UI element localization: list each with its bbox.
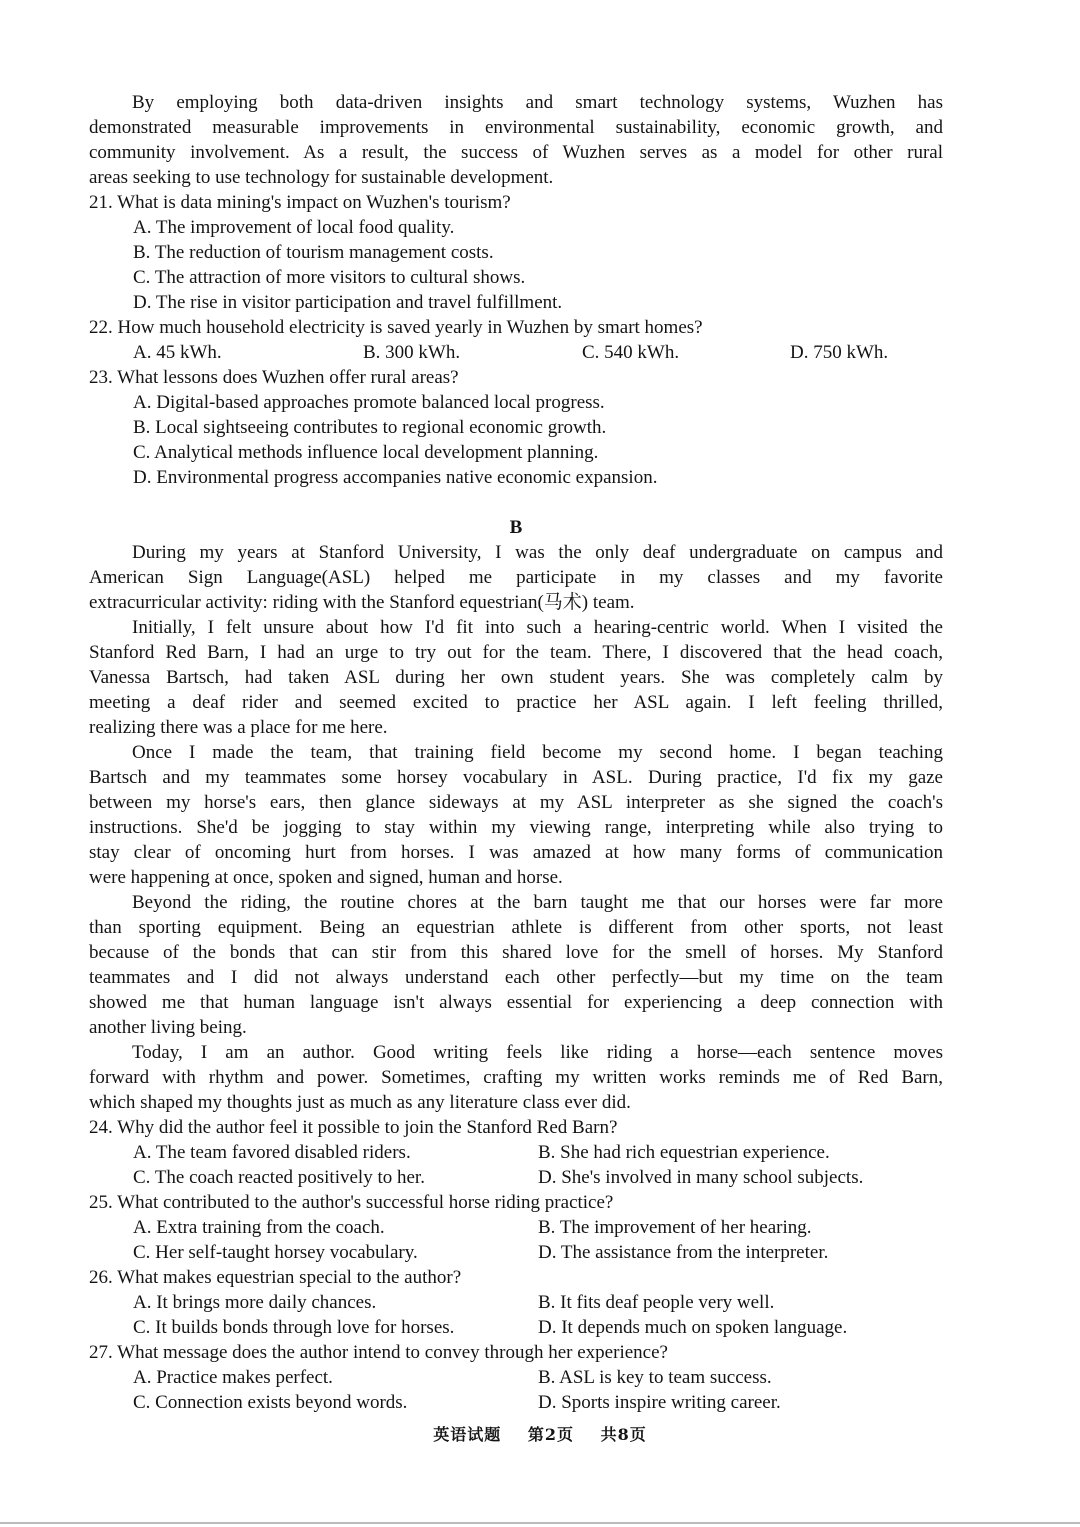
paragraph	[89, 615, 943, 740]
answer-option: A. Digital-based approaches promote balanced local progress.	[133, 392, 605, 413]
paragraph-line: teammates and I did not always understand each other perfectly—but my time on the team	[89, 967, 943, 988]
paragraph-line: areas seeking to use technology for sustainable development.	[89, 167, 554, 188]
option-row	[89, 265, 943, 290]
exam-page	[89, 90, 943, 1415]
answer-option: A. It brings more daily chances.	[133, 1292, 377, 1313]
paragraph	[89, 1040, 943, 1115]
answer-option: D. Sports inspire writing career.	[538, 1392, 781, 1413]
question-stem: 21. What is data mining's impact on Wuzhen's tourism?	[89, 192, 511, 213]
option-row	[89, 415, 943, 440]
option-row	[89, 465, 943, 490]
page-footer	[0, 1422, 1080, 1445]
paragraph-line: realizing there was a place for me here.	[89, 717, 388, 738]
answer-option: D. She's involved in many school subjects.	[538, 1167, 864, 1188]
paragraph	[89, 890, 943, 1040]
paragraph-line: instructions. She'd be jogging to stay within my viewing range, interpreting while also trying to	[89, 817, 943, 838]
answer-option: B. 300 kWh.	[363, 342, 461, 363]
answer-option: C. Her self-taught horsey vocabulary.	[133, 1242, 418, 1263]
answer-option: D. 750 kWh.	[790, 342, 889, 363]
option-row	[89, 1390, 943, 1415]
answer-option: C. It builds bonds through love for horses.	[133, 1317, 455, 1338]
footer-subject: 英语试题	[433, 1425, 502, 1444]
paragraph-line: demonstrated measurable improvements in environmental sustainability, economic growth, and	[89, 117, 943, 138]
paragraph-line: extracurricular activity: riding with the Stanford equestrian(马术) team.	[89, 592, 635, 613]
answer-option: C. 540 kWh.	[582, 342, 680, 363]
answer-option: D. The rise in visitor participation and travel fulfillment.	[133, 292, 563, 313]
answer-option: B. ASL is key to team success.	[538, 1367, 772, 1388]
paragraph-line: Initially, I felt unsure about how I'd fit into such a hearing-centric world. When I visited the	[132, 617, 943, 638]
option-row	[89, 240, 943, 265]
answer-option: B. It fits deaf people very well.	[538, 1292, 775, 1313]
answer-option: C. Connection exists beyond words.	[133, 1392, 408, 1413]
option-row	[89, 340, 943, 365]
question-stem: 27. What message does the author intend to convey through her experience?	[89, 1342, 668, 1363]
scan-edge-divider	[0, 1522, 1080, 1524]
paragraph-line: showed me that human language isn't always essential for experiencing a deep connection with	[89, 992, 943, 1013]
answer-option: B. Local sightseeing contributes to regional economic growth.	[133, 417, 607, 438]
footer-page-number: 第2页	[527, 1425, 574, 1444]
option-row	[89, 215, 943, 240]
option-row	[89, 390, 943, 415]
option-row	[89, 1290, 943, 1315]
answer-option: D. It depends much on spoken language.	[538, 1317, 848, 1338]
paragraph-line: between my horse's ears, then glance sideways at my ASL interpreter as she signed the coach's	[89, 792, 943, 813]
paragraph-line: By employing both data-driven insights and smart technology systems, Wuzhen has	[132, 92, 943, 113]
question-stem: 22. How much household electricity is saved yearly in Wuzhen by smart homes?	[89, 317, 703, 338]
paragraph-line: community involvement. As a result, the success of Wuzhen serves as a model for other rural	[89, 142, 943, 163]
option-row	[89, 1240, 943, 1265]
question-item	[89, 190, 943, 315]
option-row	[89, 1315, 943, 1340]
answer-option: D. The assistance from the interpreter.	[538, 1242, 829, 1263]
option-row	[89, 1365, 943, 1390]
answer-option: B. She had rich equestrian experience.	[538, 1142, 830, 1163]
question-stem: 26. What makes equestrian special to the author?	[89, 1267, 462, 1288]
paragraph-line: which shaped my thoughts just as much as any literature class ever did.	[89, 1092, 631, 1113]
answer-option: A. 45 kWh.	[133, 342, 222, 363]
paragraph	[89, 90, 943, 190]
footer-total-pages: 共8页	[600, 1425, 647, 1444]
paragraph-line: than sporting equipment. Being an equestrian athlete is different from other sports, not least	[89, 917, 943, 938]
answer-option: C. Analytical methods influence local development planning.	[133, 442, 599, 463]
paragraph-line: Today, I am an author. Good writing feels like riding a horse—each sentence moves	[132, 1042, 943, 1063]
answer-option: A. The team favored disabled riders.	[133, 1142, 411, 1163]
answer-option: A. The improvement of local food quality.	[133, 217, 455, 238]
answer-option: A. Practice makes perfect.	[133, 1367, 333, 1388]
paragraph-line: Stanford Red Barn, I had an urge to try out for the team. There, I discovered that the head coach,	[89, 642, 943, 663]
question-stem: 24. Why did the author feel it possible to join the Stanford Red Barn?	[89, 1117, 618, 1138]
section-heading: B	[509, 517, 523, 538]
paragraph-line: Once I made the team, that training field become my second home. I began teaching	[132, 742, 943, 763]
option-row	[89, 1140, 943, 1165]
question-item	[89, 1265, 943, 1340]
paragraph-line: American Sign Language(ASL) helped me participate in my classes and my favorite	[89, 567, 943, 588]
answer-option: A. Extra training from the coach.	[133, 1217, 385, 1238]
paragraph-line: Bartsch and my teammates some horsey vocabulary in ASL. During practice, I'd fix my gaze	[89, 767, 943, 788]
answer-option: C. The attraction of more visitors to cultural shows.	[133, 267, 526, 288]
answer-option: D. Environmental progress accompanies native economic expansion.	[133, 467, 658, 488]
passage-a	[89, 90, 943, 490]
paragraph-line: because of the bonds that can stir from this shared love for the smell of horses. My Stanford	[89, 942, 943, 963]
option-row	[89, 290, 943, 315]
paragraph-line: another living being.	[89, 1017, 247, 1038]
paragraph-line: Vanessa Bartsch, had taken ASL during her own student years. She was completely calm by	[89, 667, 943, 688]
question-item	[89, 1190, 943, 1265]
question-item	[89, 315, 943, 365]
paragraph-line: meeting a deaf rider and seemed excited to practice her ASL again. I left feeling thrilled,	[89, 692, 943, 713]
answer-option: C. The coach reacted positively to her.	[133, 1167, 425, 1188]
passage-b	[89, 540, 943, 1415]
answer-option: B. The reduction of tourism management costs.	[133, 242, 494, 263]
paragraph	[89, 740, 943, 890]
question-stem: 25. What contributed to the author's successful horse riding practice?	[89, 1192, 614, 1213]
paragraph-line: During my years at Stanford University, I was the only deaf undergraduate on campus and	[132, 542, 943, 563]
question-item	[89, 1340, 943, 1415]
option-row	[89, 1215, 943, 1240]
question-stem: 23. What lessons does Wuzhen offer rural areas?	[89, 367, 459, 388]
option-row	[89, 1165, 943, 1190]
paragraph	[89, 540, 943, 615]
option-row	[89, 440, 943, 465]
paragraph-line: forward with rhythm and power. Sometimes, crafting my written works reminds me of Red Barn,	[89, 1067, 943, 1088]
question-item	[89, 365, 943, 490]
paragraph-line: were happening at once, spoken and signed, human and horse.	[89, 867, 563, 888]
paragraph-line: stay clear of oncoming hurt from horses. I was amazed at how many forms of communication	[89, 842, 943, 863]
paragraph-line: Beyond the riding, the routine chores at the barn taught me that our horses were far more	[132, 892, 943, 913]
question-item	[89, 1115, 943, 1190]
answer-option: B. The improvement of her hearing.	[538, 1217, 812, 1238]
